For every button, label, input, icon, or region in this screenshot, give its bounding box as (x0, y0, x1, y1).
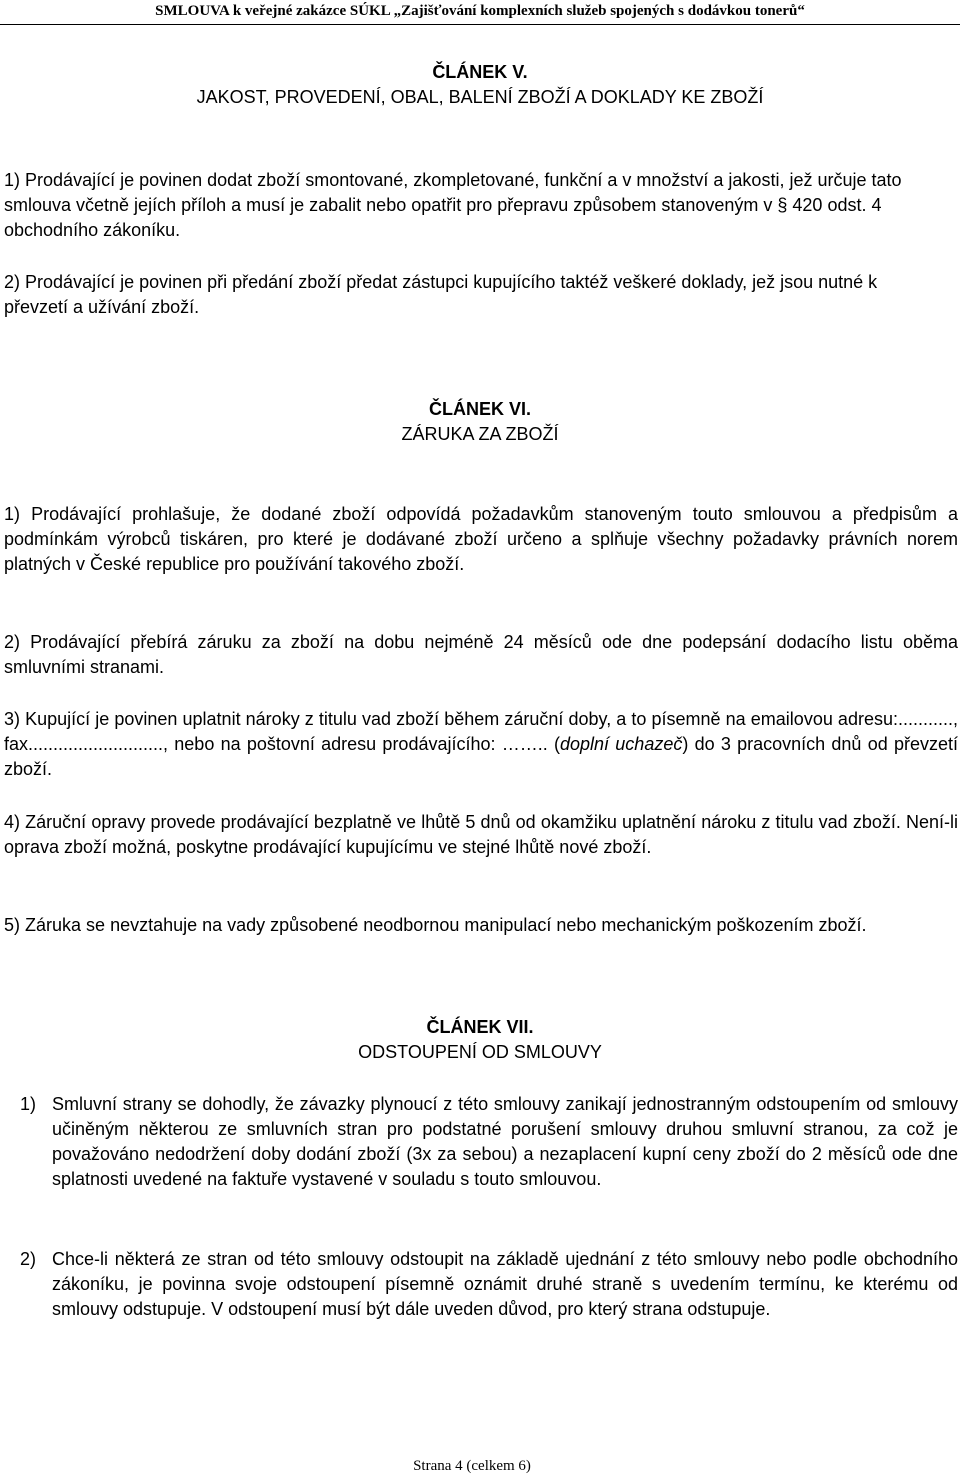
article-7-paragraph-1 (20, 1092, 958, 1192)
article-5-title: JAKOST, PROVEDENÍ, OBAL, BALENÍ ZBOŽÍ A DOKLADY KE ZBOŽÍ (196, 87, 764, 107)
article-6-paragraph-3 (4, 707, 958, 782)
article-5-number: ČLÁNEK V. (432, 62, 528, 82)
paragraph-text-a: Kupující je povinen uplatnit nároky z titulu vad zboží během záruční doby, a to písemně na emailovou adresu:..........., fax..........................., nebo na poštovní adresu prodávajícího: …….. ( (4, 709, 958, 754)
paragraph-text: Prodávající přebírá záruku za zboží na dobu nejméně 24 měsíců ode dne podepsání dodacího listu oběma smluvními stranami. (4, 632, 958, 677)
paragraph-text: Prodávající prohlašuje, že dodané zboží odpovídá požadavkům stanoveným touto smlouvou a předpisům a podmínkám výrobců tiskáren, pro které je dodávané zboží určeno a splňuje všechny požadavky právních norem platných v České republice pro používání takového zboží. (4, 504, 958, 574)
document-header: SMLOUVA k veřejné zakázce SÚKL „Zajišťování komplexních služeb spojených s dodávkou tonerů“ (155, 3, 805, 19)
paragraph-label: 1) (4, 170, 21, 190)
paragraph-text: Chce-li některá ze stran od této smlouvy odstoupit na základě ujednání z této smlouvy nebo podle obchodního zákoníku, je povinna svoje odstoupení písemně oznámit druhé straně s uvedením termínu, ke kterému od smlouvy odstupuje. V odstoupení musí být dále uveden důvod, pro který strana odstupuje. (52, 1249, 958, 1319)
page-number: Strana 4 (celkem 6) (413, 1458, 531, 1474)
article-7-title: ODSTOUPENÍ OD SMLOUVY (358, 1042, 602, 1062)
paragraph-label: 3) (4, 709, 21, 729)
article-6-paragraph-5 (4, 913, 958, 938)
article-6-title: ZÁRUKA ZA ZBOŽÍ (401, 424, 559, 444)
paragraph-text: Smluvní strany se dohodly, že závazky plynoucí z této smlouvy zanikají jednostranným odstoupením od smlouvy učiněným některou ze smluvních stran pro podstatné porušení smlouvy druhou smluvní stranou, za což je považováno nedodržení doby dodání zboží (3x za sebou) a nezaplacení kupní ceny zboží do 2 měsíců ode dne splatnosti uvedené na faktuře vystavené v souladu s touto smlouvou. (52, 1094, 958, 1189)
article-7-paragraph-2 (20, 1247, 958, 1322)
article-5-paragraph-1 (4, 168, 934, 243)
article-5-paragraph-2 (4, 270, 944, 320)
article-5-heading (0, 60, 960, 110)
article-7-heading (0, 1015, 960, 1065)
paragraph-text-b: ) do 3 pracovních dnů od převzetí zboží. (4, 734, 958, 779)
paragraph-label: 1) (20, 1094, 37, 1114)
paragraph-text: Prodávající je povinen při předání zboží předat zástupci kupujícího taktéž veškeré doklady, jež jsou nutné k převzetí a užívání zboží. (4, 272, 878, 317)
paragraph-label: 1) (4, 504, 21, 524)
paragraph-label: 5) (4, 915, 21, 935)
paragraph-label: 2) (20, 1249, 37, 1269)
article-6-paragraph-4 (4, 810, 958, 860)
article-6-number: ČLÁNEK VI. (428, 399, 531, 419)
paragraph-text: Záruka se nevztahuje na vady způsobené neodbornou manipulací nebo mechanickým poškozením zboží. (25, 915, 867, 935)
article-6-heading (0, 397, 960, 447)
article-6-paragraph-2 (4, 630, 958, 680)
article-7-number: ČLÁNEK VII. (426, 1017, 534, 1037)
paragraph-text: Prodávající je povinen dodat zboží smontované, zkompletované, funkční a v množství a jakosti, jež určuje tato smlouva včetně jejích příloh a musí je zabalit nebo opatřit pro přepravu způsobem stanoveným v § 420 odst. 4 obchodního zákoníku. (4, 170, 902, 240)
paragraph-placeholder: doplní uchazeč (560, 734, 683, 754)
header-divider (0, 24, 960, 25)
paragraph-label: 2) (4, 272, 21, 292)
paragraph-text: Záruční opravy provede prodávající bezplatně ve lhůtě 5 dnů od okamžiku uplatnění nároku z titulu vad zboží. Není-li oprava zboží možná, poskytne prodávající kupujícímu ve stejné lhůtě nové zboží. (4, 812, 958, 857)
paragraph-label: 4) (4, 812, 21, 832)
article-6-paragraph-1 (4, 502, 958, 577)
paragraph-label: 2) (4, 632, 21, 652)
